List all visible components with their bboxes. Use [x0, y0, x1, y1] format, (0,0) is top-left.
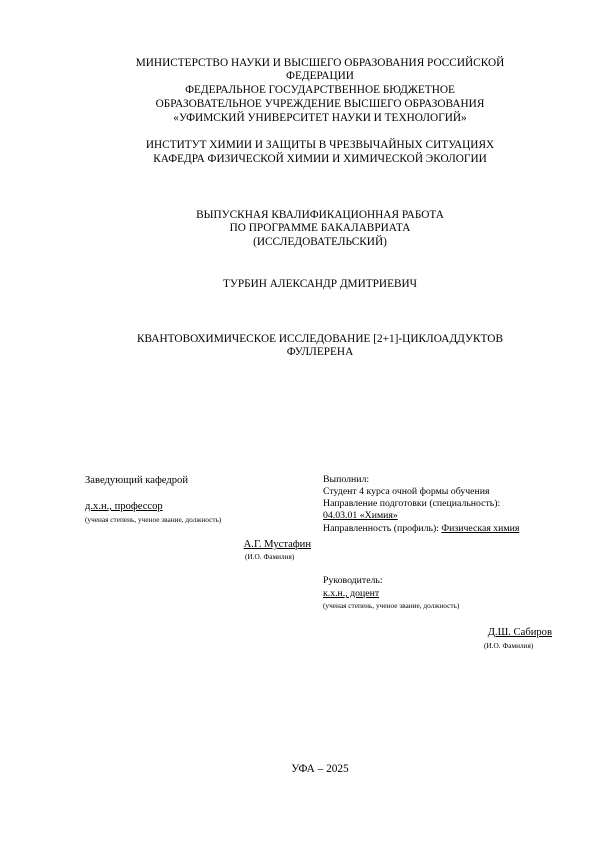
- work-type-line-1: ВЫПУСКНАЯ КВАЛИФИКАЦИОННАЯ РАБОТА: [196, 209, 444, 221]
- thesis-title-line-2: ФУЛЛЕРЕНА: [286, 346, 354, 358]
- profile-label: Направленность (профиль):: [323, 523, 442, 534]
- head-of-department-label: Заведующий кафедрой: [85, 475, 189, 486]
- head-degree-hint: (ученая степень, ученое звание, должность): [85, 515, 222, 524]
- university-name: «УФИМСКИЙ УНИВЕРСИТЕТ НАУКИ И ТЕХНОЛОГИЙ»: [173, 112, 467, 124]
- city-year: УФА – 2025: [291, 763, 349, 775]
- supervisor-name: Д.Ш. Сабиров: [487, 627, 552, 638]
- head-name-hint: (И.О. Фамилия): [245, 552, 295, 561]
- direction-label: Направление подготовки (специальность):: [323, 498, 501, 509]
- department-name: КАФЕДРА ФИЗИЧЕСКОЙ ХИМИИ И ХИМИЧЕСКОЙ ЭКОЛОГИИ: [153, 153, 487, 165]
- work-type-line-3: (ИССЛЕДОВАТЕЛЬСКИЙ): [253, 236, 387, 248]
- author-name: ТУРБИН АЛЕКСАНДР ДМИТРИЕВИЧ: [222, 278, 418, 290]
- work-type-line-2: ПО ПРОГРАММЕ БАКАЛАВРИАТА: [229, 222, 411, 234]
- supervisor-degree: к.х.н., доцент: [323, 588, 380, 599]
- thesis-title-line-1: КВАНТОВОХИМИЧЕСКОЕ ИССЛЕДОВАНИЕ [2+1]-ЦИКЛОАДДУКТОВ: [137, 333, 503, 345]
- profile-row: [323, 523, 519, 534]
- university-line-2: ОБРАЗОВАТЕЛЬНОЕ УЧРЕЖДЕНИЕ ВЫСШЕГО ОБРАЗОВАНИЯ: [155, 98, 485, 110]
- head-name: А.Г. Мустафин: [243, 539, 311, 550]
- ministry-line-2: ФЕДЕРАЦИИ: [286, 70, 354, 82]
- university-line-1: ФЕДЕРАЛЬНОЕ ГОСУДАРСТВЕННОЕ БЮДЖЕТНОЕ: [185, 84, 455, 96]
- direction-value: 04.03.01 «Химия»: [323, 510, 398, 521]
- student-info: Студент 4 курса очной формы обучения: [323, 486, 490, 497]
- supervisor-name-hint: (И.О. Фамилия): [484, 641, 534, 650]
- institute-name: ИНСТИТУТ ХИМИИ И ЗАЩИТЫ В ЧРЕЗВЫЧАЙНЫХ СИТУАЦИЯХ: [145, 139, 495, 151]
- ministry-line-1: МИНИСТЕРСТВО НАУКИ И ВЫСШЕГО ОБРАЗОВАНИЯ РОССИЙСКОЙ: [135, 57, 505, 69]
- profile-value: Физическая химия: [441, 523, 520, 534]
- done-label: Выполнил:: [323, 474, 370, 485]
- head-degree: д.х.н., профессор: [85, 501, 163, 512]
- supervisor-degree-hint: (ученая степень, ученое звание, должность): [323, 601, 460, 610]
- supervisor-label: Руководитель:: [323, 575, 383, 586]
